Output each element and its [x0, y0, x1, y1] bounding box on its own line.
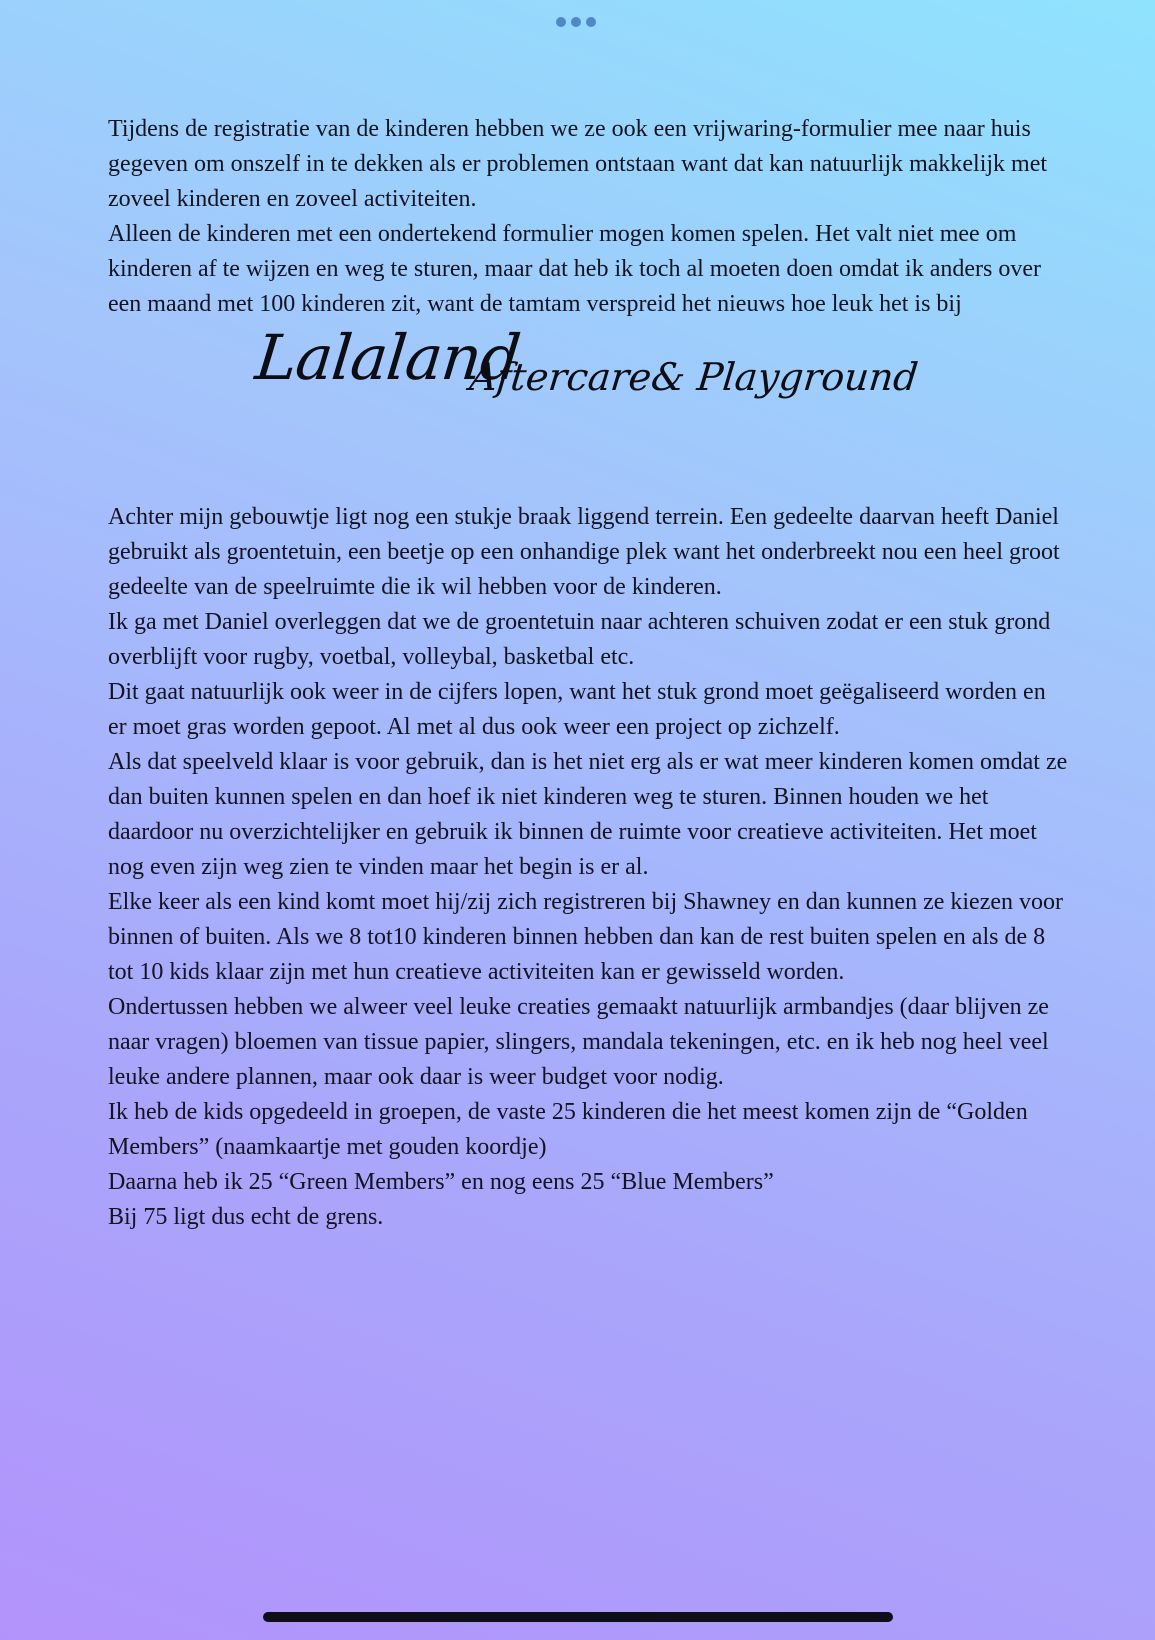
- paragraph-body-9: Bij 75 ligt dus echt de grens.: [108, 1204, 384, 1230]
- paragraph-body-5: Elke keer als een kind komt moet hij/zij zich registreren bij Shawney en dan kunnen ze kiezen voor binnen of buiten. Als we 8 tot10 kinderen binnen hebben dan kan de rest buiten spelen en als de 8 tot 10 kids klaar zijn met hun creatieve activiteiten kan er gewisseld worden.: [108, 889, 1064, 985]
- dot: [586, 17, 596, 27]
- document-body: [108, 112, 1068, 1235]
- paragraph-body-4: Als dat speelveld klaar is voor gebruik, dan is het niet erg als er wat meer kinderen komen omdat ze dan buiten kunnen spelen en dan hoef ik niet kinderen weg te sturen. Binnen houden we het daardoor nu overzichtelijker en gebruik ik binnen de ruimte voor creatieve activiteiten. Het moet nog even zijn weg zien te vinden maar het begin is er al.: [108, 749, 1068, 880]
- logo-main-text: Lalaland: [252, 321, 524, 394]
- logo-sub-text: Aftercare& Playground: [467, 355, 921, 399]
- paragraph-body-3: Dit gaat natuurlijk ook weer in de cijfers lopen, want het stuk grond moet geëgaliseerd worden en er moet gras worden gepoot. Al met al dus ook weer een project op zichzelf.: [108, 679, 1046, 740]
- more-dots-icon[interactable]: [556, 17, 596, 27]
- home-indicator[interactable]: [263, 1612, 893, 1622]
- paragraph-intro-2: Alleen de kinderen met een ondertekend formulier mogen komen spelen. Het valt niet mee om kinderen af te wijzen en weg te sturen, maar dat heb ik toch al moeten doen omdat ik anders over een maand met 100 kinderen zit, want de tamtam verspreid het nieuws hoe leuk het is bij: [108, 221, 1041, 317]
- dot: [571, 17, 581, 27]
- paragraph-body-7: Ik heb de kids opgedeeld in groepen, de vaste 25 kinderen die het meest komen zijn de “Golden Members” (naamkaartje met gouden koordje): [108, 1099, 1028, 1160]
- paragraph-body-2: Ik ga met Daniel overleggen dat we de groentetuin naar achteren schuiven zodat er een stuk grond overblijft voor rugby, voetbal, volleybal, basketbal etc.: [108, 609, 1051, 670]
- paragraph-body-8: Daarna heb ik 25 “Green Members” en nog eens 25 “Blue Members”: [108, 1169, 774, 1195]
- lalaland-logo: [108, 322, 1068, 500]
- paragraph-intro-1: Tijdens de registratie van de kinderen hebben we ze ook een vrijwaring-formulier mee naar huis gegeven om onszelf in te dekken als er problemen ontstaan want dat kan natuurlijk makkelijk met zoveel kinderen en zoveel activiteiten.: [108, 116, 1048, 212]
- dot: [556, 17, 566, 27]
- paragraph-body-1: Achter mijn gebouwtje ligt nog een stukje braak liggend terrein. Een gedeelte daarvan heeft Daniel gebruikt als groentetuin, een beetje op een onhandige plek want het onderbreekt nou een heel groot gedeelte van de speelruimte die ik wil hebben voor de kinderen.: [108, 504, 1060, 600]
- paragraph-body-6: Ondertussen hebben we alweer veel leuke creaties gemaakt natuurlijk armbandjes (daar blijven ze naar vragen) bloemen van tissue papier, slingers, mandala tekeningen, etc. en ik heb nog heel veel leuke andere plannen, maar ook daar is weer budget voor nodig.: [108, 994, 1049, 1090]
